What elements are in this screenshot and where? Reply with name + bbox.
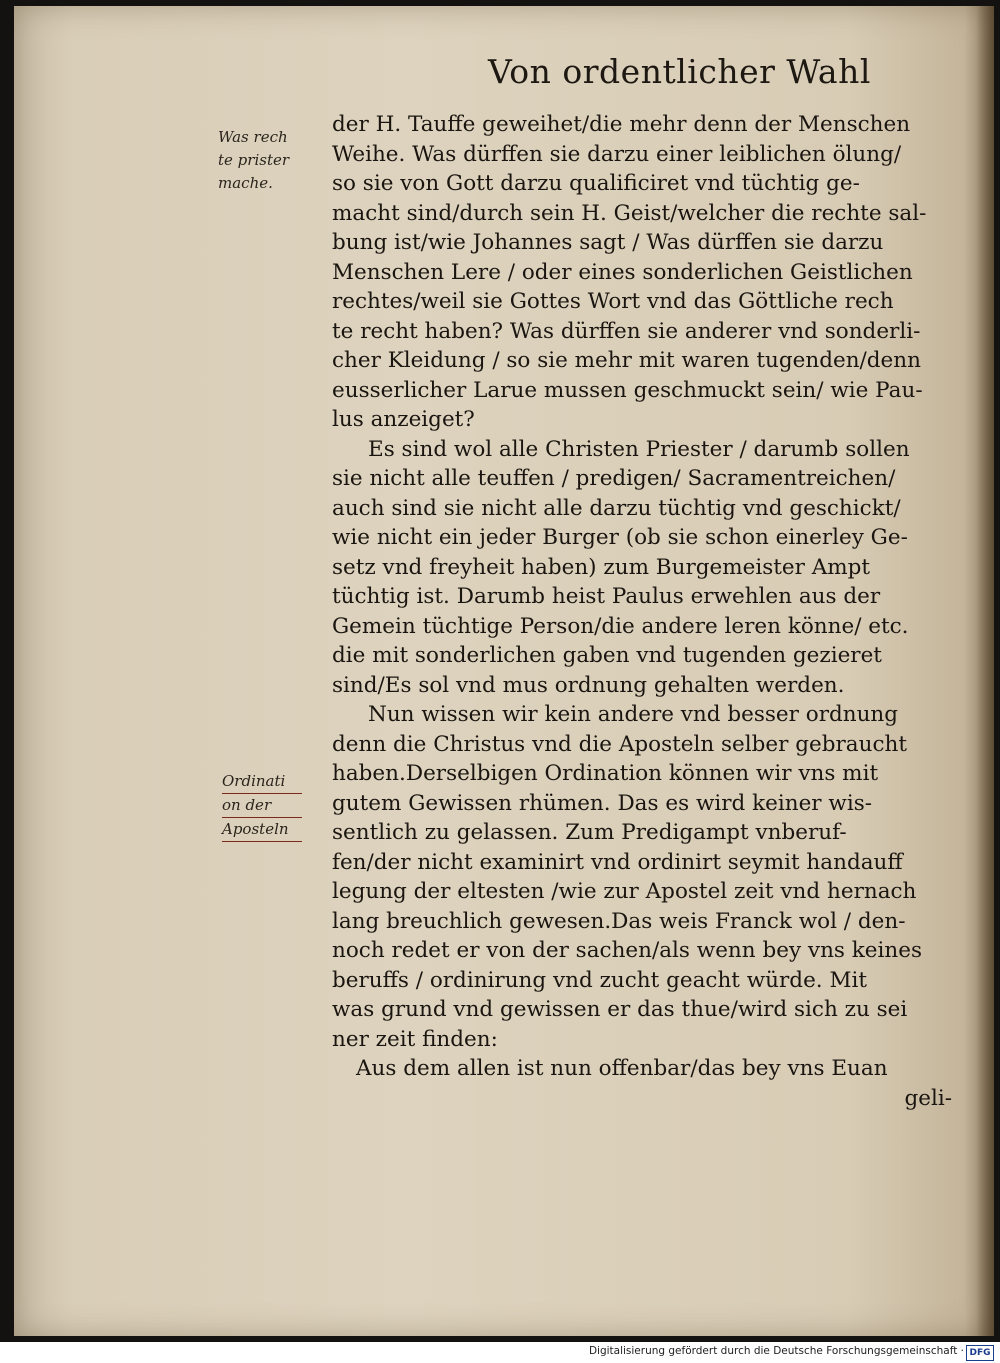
paragraph-start-line: Nun wissen wir kein andere vnd besser ordnung xyxy=(368,702,899,727)
text-line: sind/Es sol vnd mus ordnung gehalten werden. xyxy=(332,672,845,698)
text-line: noch redet er von der sachen/als wenn bey vns keines xyxy=(332,938,923,963)
margin-note-ordination xyxy=(222,770,332,842)
margin-note-line: Aposteln xyxy=(222,818,302,842)
text-line: haben.Derselbigen Ordination können wir vns mit xyxy=(332,761,879,786)
text-line: denn die Christus vnd die Aposteln selber gebraucht xyxy=(332,731,907,757)
margin-note-line: mache. xyxy=(218,174,273,192)
dfg-logo-icon: DFG xyxy=(966,1345,994,1361)
text-line: sentlich zu gelassen. Zum Predigampt vnberuf- xyxy=(332,820,847,845)
body-text xyxy=(332,110,972,1113)
text-line: legung der eltesten /wie zur Apostel zeit vnd hernach xyxy=(332,879,917,904)
text-line: der H. Tauffe geweihet/die mehr denn der Menschen xyxy=(332,112,911,137)
text-line: lus anzeiget? xyxy=(332,407,475,432)
text-line: Gemein tüchtige Person/die andere leren könne/ etc. xyxy=(332,613,909,639)
text-line: gutem Gewissen rhümen. Das es wird keiner wis- xyxy=(332,790,872,816)
page-edge-shadow xyxy=(976,6,994,1336)
text-line: cher Kleidung / so sie mehr mit waren tugenden/denn xyxy=(332,348,921,373)
text-line: auch sind sie nicht alle darzu tüchtig vnd geschickt/ xyxy=(332,495,901,521)
text-line: sie nicht alle teuffen / predigen/ Sacramentreichen/ xyxy=(332,466,896,491)
text-line: was grund vnd gewissen er das thue/wird sich zu sei xyxy=(332,997,908,1022)
margin-note-line: Ordinati xyxy=(222,770,302,794)
text-line: Menschen Lere / oder eines sonderlichen Geistlichen xyxy=(332,259,913,285)
text-line: beruffs / ordinirung vnd zucht geacht würde. Mit xyxy=(332,967,867,993)
text-line: wie nicht ein jeder Burger (ob sie schon einerley Ge- xyxy=(332,525,908,550)
running-head-title: Von ordentlicher Wahl xyxy=(488,52,871,91)
text-line: bung ist/wie Johannes sagt / Was dürffen sie darzu xyxy=(332,230,884,255)
paragraph-start-line: Es sind wol alle Christen Priester / darumb sollen xyxy=(368,436,910,462)
text-line: so sie von Gott darzu qualificiret vnd tüchtig ge- xyxy=(332,171,860,196)
paragraph-start-line: Aus dem allen ist nun offenbar/das bey vns Euan xyxy=(356,1056,888,1081)
text-line: Weihe. Was dürffen sie darzu einer leiblichen ölung/ xyxy=(332,141,902,167)
footer-credit: Digitalisierung gefördert durch die Deutsche Forschungsgemeinschaft · xyxy=(588,1345,964,1357)
margin-note-rechte-prister xyxy=(218,126,328,195)
text-line: fen/der nicht examinirt vnd ordinirt seymit handauff xyxy=(332,849,903,875)
text-line: eusserlicher Larue mussen geschmuckt sein/ wie Pau- xyxy=(332,377,923,403)
margin-note-line: on der xyxy=(222,794,302,818)
text-line: ner zeit finden: xyxy=(332,1026,498,1052)
catchword: geli- xyxy=(904,1085,952,1111)
text-line: macht sind/durch sein H. Geist/welcher die rechte sal- xyxy=(332,200,927,226)
margin-note-line: te prister xyxy=(218,151,290,169)
text-line: setz vnd freyheit haben) zum Burgemeister Ampt xyxy=(332,554,871,580)
text-line: te recht haben? Was dürffen sie anderer vnd sonderli- xyxy=(332,318,921,344)
text-line: rechtes/weil sie Gottes Wort vnd das Göttliche rech xyxy=(332,289,894,314)
text-line: die mit sonderlichen gaben vnd tugenden gezieret xyxy=(332,643,882,668)
margin-note-line: Was rech xyxy=(218,128,288,146)
text-line: tüchtig ist. Darumb heist Paulus erwehlen aus der xyxy=(332,584,881,609)
digitization-footer xyxy=(0,1342,1000,1363)
text-line: lang breuchlich gewesen.Das weis Franck wol / den- xyxy=(332,908,906,934)
